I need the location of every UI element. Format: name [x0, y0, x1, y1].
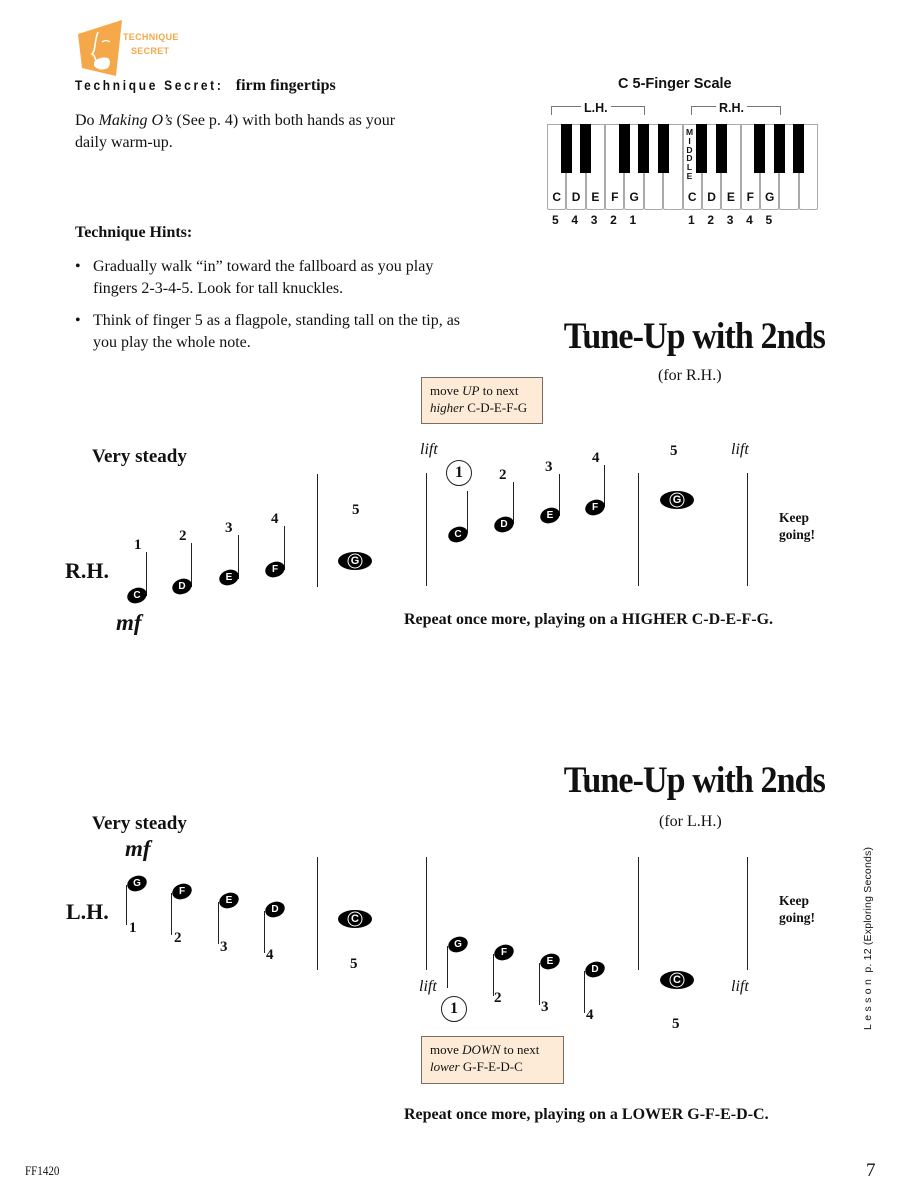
page-number: 7 [866, 1160, 876, 1181]
finger-number: 2 [494, 990, 502, 1006]
technique-hints-title: Technique Hints: [75, 224, 193, 241]
rh-bracket-label: R.H. [716, 101, 747, 115]
technique-secret-body: Do Making O’s (See p. 4) with both hands as your daily warm-up. [75, 112, 396, 151]
finger-number: 5 [352, 502, 360, 518]
finger-number: 1 [134, 537, 142, 553]
technique-secret-heading: Technique Secret: firm fingertips [75, 77, 336, 94]
barline [747, 473, 748, 586]
finger-number: 5 [765, 213, 773, 227]
lh-finger-numbers [552, 213, 649, 227]
finger-number: 3 [726, 213, 734, 227]
quarter-note: D [263, 899, 287, 920]
key-label: G [629, 190, 639, 204]
key-label: C [552, 190, 562, 204]
finger-number: 4 [586, 1007, 594, 1023]
whole-note: G [338, 552, 372, 570]
quarter-note: G [125, 873, 149, 894]
middle-letter: E [686, 170, 693, 181]
whole-note: C [660, 971, 694, 989]
finger-number: 1 [129, 920, 137, 936]
black-key [580, 124, 591, 173]
bullet-icon: • [75, 258, 81, 275]
note-stem [218, 902, 219, 944]
black-key [561, 124, 572, 173]
rh-hand-label: R.H. [65, 558, 109, 583]
key-label: D [571, 190, 581, 204]
finger-number: 3 [220, 939, 228, 955]
finger-number: 5 [670, 443, 678, 459]
quarter-note: F [263, 559, 287, 580]
barline [426, 857, 427, 970]
finger-number: 5 [672, 1016, 680, 1032]
finger-number: 3 [545, 459, 553, 475]
note-stem [171, 893, 172, 935]
black-key [716, 124, 727, 173]
lift-marking: lift [731, 978, 749, 995]
quarter-note: G [446, 934, 470, 955]
lift-marking: lift [731, 441, 749, 458]
black-key [754, 124, 765, 173]
lift-marking: lift [419, 978, 437, 995]
finger-number: 1 [688, 213, 695, 227]
rh-tempo: Very steady [92, 446, 187, 467]
whole-note: C [338, 910, 372, 928]
quarter-note: E [217, 567, 241, 588]
black-key [658, 124, 669, 173]
rh-repeat-instruction: Repeat once more, playing on a HIGHER C-D-E-F-G. [404, 611, 774, 628]
finger-number: 3 [590, 213, 598, 227]
quarter-note: E [538, 505, 562, 526]
finger-number: 3 [225, 520, 233, 536]
quarter-note: D [583, 959, 607, 980]
lh-piece-subtitle: (for L.H.) [659, 813, 722, 830]
circled-finger-number: 1 [441, 996, 467, 1022]
quarter-note: E [538, 951, 562, 972]
black-key [774, 124, 785, 173]
key-label: E [591, 190, 600, 204]
keyboard-title: C 5-Finger Scale [618, 76, 732, 92]
keep-going-label: Keep going! [779, 510, 816, 542]
finger-number: 4 [746, 213, 753, 227]
keep-going-label: Keep going! [779, 893, 816, 925]
finger-number: 4 [592, 450, 600, 466]
lesson-reference: Lesson p. 12 (Exploring Seconds) [862, 846, 874, 1030]
lift-marking: lift [420, 441, 438, 458]
key-label: F [746, 190, 754, 204]
hint-item: • Think of finger 5 as a flagpole, standing tall on the tip, as you play the whole note. [75, 312, 461, 351]
hint-item: • Gradually walk “in” toward the fallboard as you play fingers 2-3-4-5. Look for tall knuckles. [75, 258, 434, 297]
middle-letter: I [688, 135, 691, 146]
lh-repeat-instruction: Repeat once more, playing on a LOWER G-F-E-D-C. [404, 1106, 769, 1123]
technique-hints-list [75, 256, 475, 364]
black-key [638, 124, 649, 173]
middle-letter: D [686, 153, 693, 164]
move-down-box: move DOWN to next lower G-F-E-D-C [421, 1036, 564, 1084]
quarter-note: C [446, 524, 470, 545]
rh-piece-subtitle: (for R.H.) [658, 367, 722, 384]
lh-piece-title: Tune-Up with 2nds [563, 760, 825, 801]
finger-number: 2 [707, 213, 715, 227]
product-code: FF1420 [25, 1163, 60, 1178]
black-key [619, 124, 630, 173]
barline [426, 473, 427, 586]
lh-tempo: Very steady [92, 813, 187, 834]
middle-letter: D [686, 144, 693, 155]
key-label: C [687, 190, 697, 204]
bullet-icon: • [75, 312, 81, 329]
lh-hand-label: L.H. [66, 899, 109, 924]
black-key [696, 124, 707, 173]
note-stem [126, 885, 127, 925]
rh-finger-numbers [688, 213, 785, 227]
finger-number: 5 [350, 956, 358, 972]
piano-keyboard [547, 124, 818, 211]
finger-number: 2 [174, 930, 182, 946]
quarter-note: F [170, 881, 194, 902]
barline [638, 857, 639, 970]
barline [317, 857, 318, 970]
whole-note: G [660, 491, 694, 509]
badge-label: TECHNIQUE SECRET [123, 32, 179, 56]
middle-letter: M [685, 127, 694, 137]
quarter-note: D [492, 514, 516, 535]
quarter-note: F [583, 497, 607, 518]
key-label: G [764, 190, 775, 204]
finger-number: 4 [271, 511, 279, 527]
lh-dynamic-marking: mf [125, 836, 151, 861]
circled-finger-number: 1 [446, 460, 472, 486]
note-stem [447, 946, 448, 988]
middle-letter: L [686, 162, 693, 173]
key-label: D [707, 190, 716, 204]
finger-number: 4 [266, 947, 274, 963]
rh-dynamic-marking: mf [116, 610, 142, 635]
finger-number: 1 [629, 213, 637, 227]
finger-number: 4 [571, 213, 579, 227]
finger-number: 2 [610, 213, 617, 227]
key-label: E [726, 190, 735, 204]
finger-number: 3 [541, 999, 549, 1015]
quarter-note: F [492, 942, 516, 963]
rh-piece-title: Tune-Up with 2nds [563, 316, 825, 357]
barline [747, 857, 748, 970]
quarter-note: C [125, 585, 149, 606]
quarter-note: D [170, 576, 194, 597]
finger-number: 5 [552, 213, 559, 227]
barline [317, 474, 318, 587]
barline [638, 473, 639, 586]
move-up-box: move UP to next higher C-D-E-F-G [421, 377, 543, 424]
key-label: F [611, 190, 619, 204]
middle-c-label [685, 128, 694, 181]
finger-number: 2 [499, 467, 507, 483]
black-key [793, 124, 804, 173]
finger-number: 2 [179, 528, 187, 544]
lh-bracket-label: L.H. [581, 101, 611, 115]
quarter-note: E [217, 890, 241, 911]
